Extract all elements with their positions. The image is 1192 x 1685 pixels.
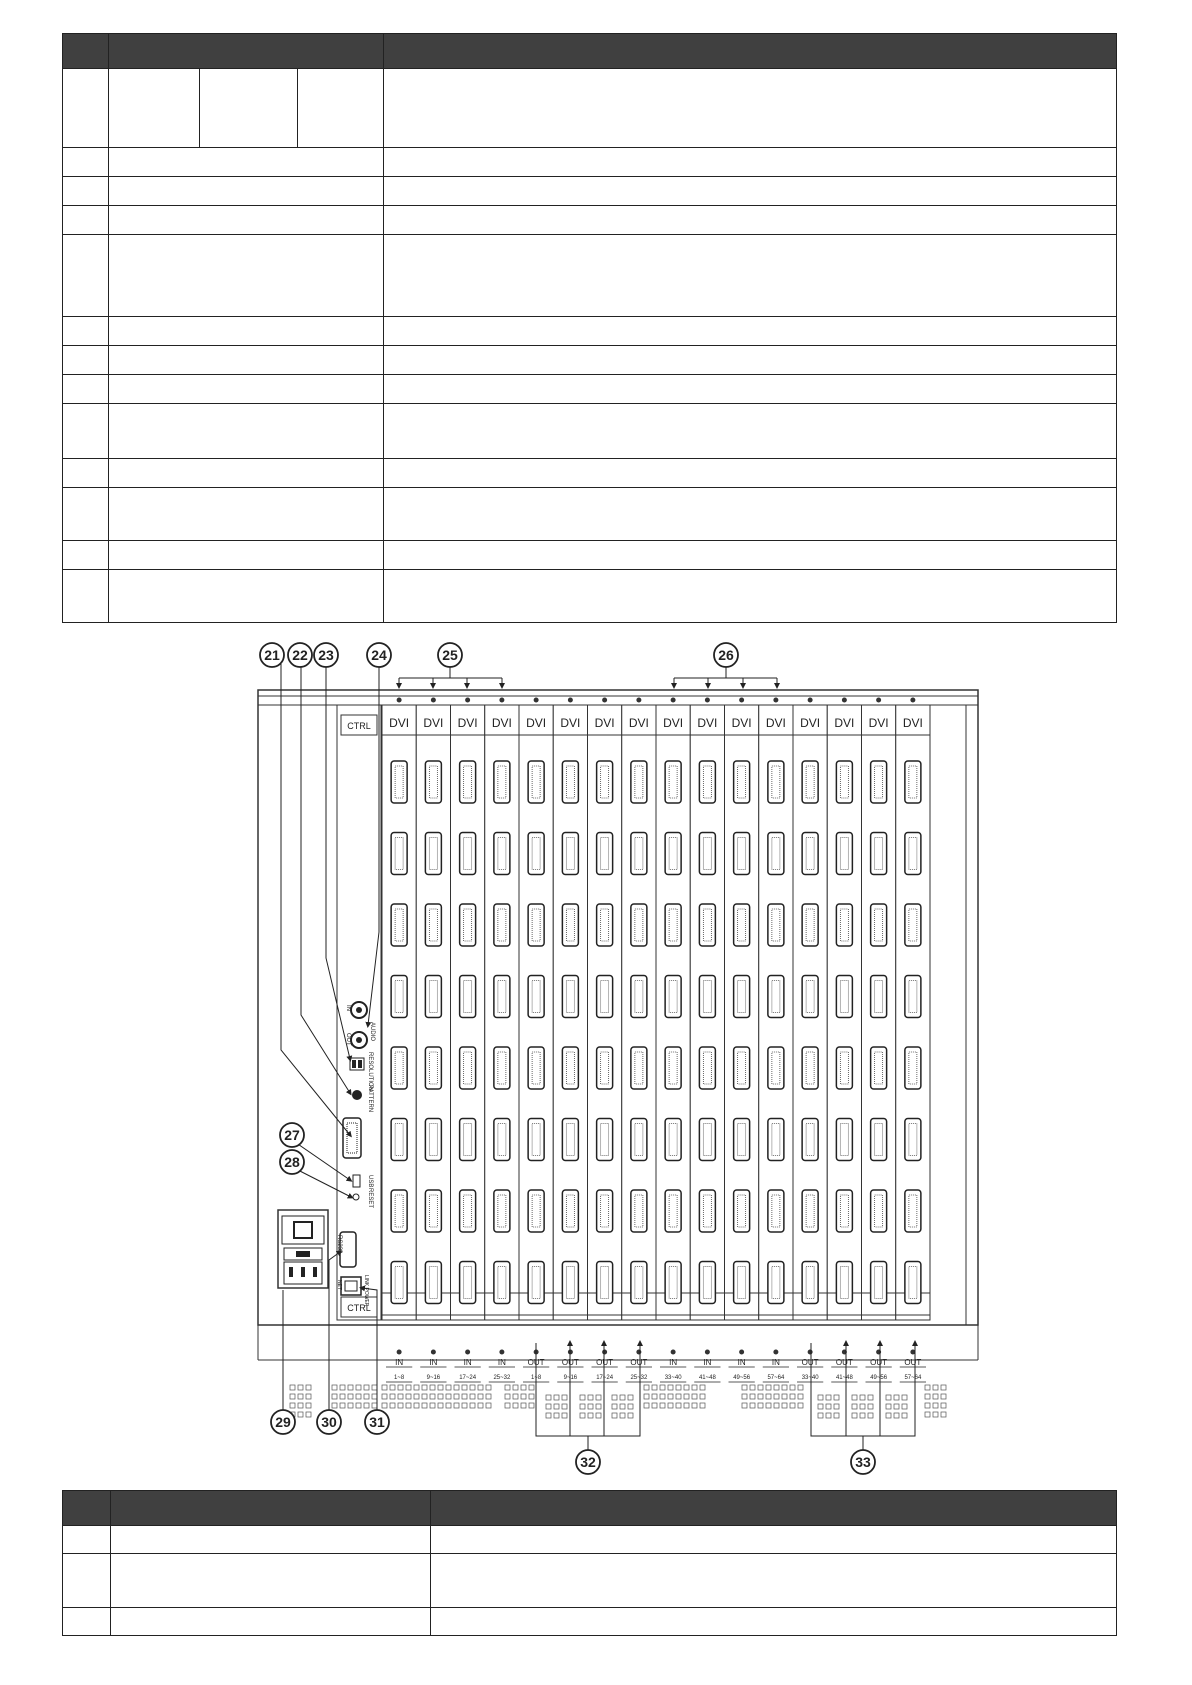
dvi-slot [519, 698, 553, 1383]
svg-text:29: 29 [275, 1414, 291, 1430]
slot-type-label: DVI [423, 716, 444, 730]
slot-io-label: IN [497, 1358, 506, 1367]
dvi-slot [759, 698, 793, 1383]
slot-io-label: IN [737, 1358, 746, 1367]
svg-text:24: 24 [371, 647, 387, 663]
slot-io-label: IN [669, 1358, 678, 1367]
slot-range-label: 17~24 [459, 1375, 477, 1381]
audio-label: AUDIO [369, 1022, 375, 1042]
slot-io-label: OUT [630, 1358, 648, 1367]
dvi-slot [622, 698, 656, 1383]
slot-type-label: DVI [457, 716, 478, 730]
svg-text:25: 25 [442, 647, 458, 663]
audio-in-label: IN [345, 1005, 351, 1011]
slot-type-label: DVI [560, 716, 581, 730]
slot-type-label: DVI [389, 716, 410, 730]
slot-io-label: OUT [801, 1358, 819, 1367]
svg-text:32: 32 [580, 1454, 596, 1470]
slot-type-label: DVI [526, 716, 547, 730]
svg-text:31: 31 [369, 1414, 385, 1430]
callout-29 [271, 1410, 295, 1434]
slot-io-label: IN [771, 1358, 780, 1367]
dvi-slot [690, 698, 724, 1383]
slot-type-label: DVI [697, 716, 718, 730]
svg-text:33: 33 [855, 1454, 871, 1470]
usb-port-icon [353, 1175, 360, 1187]
callout-28 [280, 1150, 304, 1174]
svg-text:22: 22 [292, 647, 308, 663]
slot-io-label: OUT [904, 1358, 922, 1367]
slot-range-label: 1~8 [394, 1375, 405, 1381]
slot-type-label: DVI [834, 716, 855, 730]
table-row [63, 459, 1117, 488]
slot-range-label: 33~40 [801, 1375, 819, 1381]
feature-table-bottom [62, 1490, 1117, 1636]
reset-button-icon [353, 1194, 359, 1200]
dvi-slot [656, 698, 690, 1383]
dvi-slot [451, 698, 485, 1383]
slot-range-label: 41~48 [698, 1375, 716, 1381]
svg-text:30: 30 [321, 1414, 337, 1430]
slot-type-label: DVI [765, 716, 786, 730]
table-row [63, 1608, 1117, 1636]
ctrl-label-bottom: CTRL [347, 1303, 371, 1313]
slot-type-label: DVI [868, 716, 889, 730]
dvi-slot [382, 698, 416, 1383]
callout-26 [714, 643, 738, 667]
slot-io-label: OUT [527, 1358, 545, 1367]
dvi-slot [827, 698, 861, 1383]
slot-type-label: DVI [594, 716, 615, 730]
table-row [63, 541, 1117, 570]
slot-range-label: 49~56 [870, 1375, 888, 1381]
slot-type-label: DVI [628, 716, 649, 730]
slot-range-label: 49~56 [733, 1375, 751, 1381]
slot-io-label: OUT [561, 1358, 579, 1367]
slot-type-label: DVI [731, 716, 752, 730]
slot-io-label: OUT [596, 1358, 614, 1367]
callout-32 [576, 1450, 600, 1474]
dvi-slot [896, 698, 930, 1383]
table-row [63, 488, 1117, 541]
callout-21 [260, 643, 284, 667]
table-header [63, 1491, 1117, 1526]
slot-range-label: 33~40 [664, 1375, 682, 1381]
slot-range-label: 25~32 [493, 1375, 511, 1381]
resolution-label: RESOLUTION [367, 1052, 373, 1092]
table-row [63, 1554, 1117, 1608]
slot-type-label: DVI [800, 716, 821, 730]
callout-33 [851, 1450, 875, 1474]
svg-text:23: 23 [318, 647, 334, 663]
feature-table-top [62, 33, 1117, 623]
dvi-slot [485, 698, 519, 1383]
callout-27 [280, 1123, 304, 1147]
dvi-slot [588, 698, 622, 1383]
slot-io-label: OUT [835, 1358, 853, 1367]
svg-text:26: 26 [718, 647, 734, 663]
table-row [63, 375, 1117, 404]
audio-out-label: OUT [345, 1033, 351, 1046]
dvi-slot [416, 698, 450, 1383]
slot-range-label: 57~64 [904, 1375, 922, 1381]
svg-text:27: 27 [284, 1127, 300, 1143]
table-row [63, 148, 1117, 177]
ctrl-label-top: CTRL [347, 721, 371, 731]
callout-25 [438, 643, 462, 667]
slot-io-label: IN [463, 1358, 472, 1367]
table-row [63, 570, 1117, 623]
slot-type-label: DVI [902, 716, 923, 730]
svg-text:28: 28 [284, 1154, 300, 1170]
slot-io-label: IN [429, 1358, 438, 1367]
ventilation-grid [290, 1385, 946, 1418]
slot-range-label: 25~32 [630, 1375, 648, 1381]
slot-range-label: 9~16 [426, 1375, 441, 1381]
callout-22 [288, 643, 312, 667]
pattern-button-icon [352, 1090, 362, 1100]
rear-panel-diagram [0, 640, 1192, 1485]
slot-range-label: 9~16 [563, 1375, 578, 1381]
dvi-slot [553, 698, 587, 1383]
table-row [63, 1526, 1117, 1554]
table-row [63, 206, 1117, 235]
dvi-slot [725, 698, 759, 1383]
usb-label: USB [367, 1175, 373, 1188]
net-label: NET [336, 1280, 342, 1290]
slot-range-label: 1~8 [531, 1375, 542, 1381]
table-row [63, 69, 1117, 148]
slot-range-label: 41~48 [835, 1375, 853, 1381]
slot-type-label: DVI [491, 716, 512, 730]
table-row [63, 235, 1117, 317]
dvi-slot-group [382, 698, 930, 1383]
slot-type-label: DVI [663, 716, 684, 730]
link-power-label: LINK POWER [363, 1275, 369, 1307]
power-switch-icon [294, 1222, 312, 1238]
reset-label: RESET [367, 1188, 373, 1209]
slot-io-label: IN [703, 1358, 712, 1367]
slot-io-label: IN [395, 1358, 404, 1367]
dvi-slot [862, 698, 896, 1383]
dvi-slot [793, 698, 827, 1383]
table-row [63, 404, 1117, 459]
callout-30 [317, 1410, 341, 1434]
callout-23 [314, 643, 338, 667]
callout-31 [365, 1410, 389, 1434]
slot-range-label: 17~24 [596, 1375, 614, 1381]
table-row [63, 346, 1117, 375]
svg-text:21: 21 [264, 647, 280, 663]
callout-24 [367, 643, 391, 667]
rs232-label: RS232 [336, 1235, 342, 1254]
table-header [63, 34, 1117, 69]
slot-range-label: 57~64 [767, 1375, 785, 1381]
pattern-label: PATTERN [367, 1085, 373, 1113]
table-row [63, 177, 1117, 206]
slot-io-label: OUT [870, 1358, 888, 1367]
table-row [63, 317, 1117, 346]
